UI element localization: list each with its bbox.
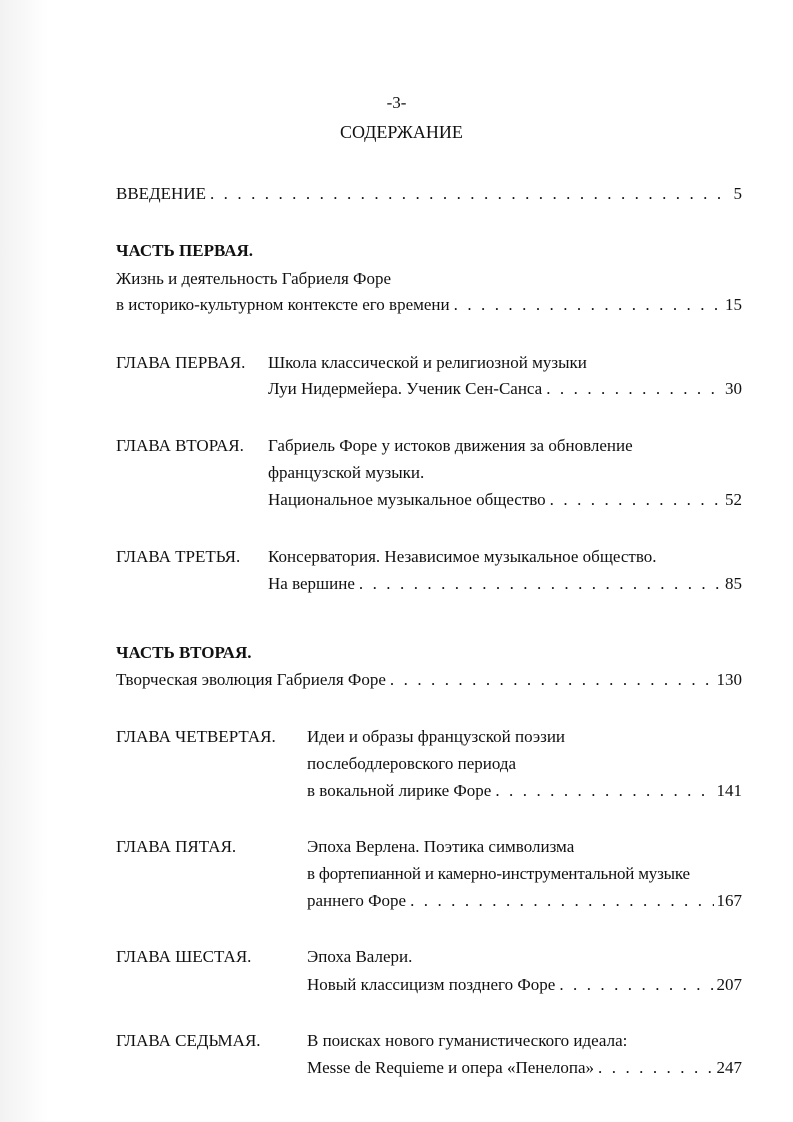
toc-entry-ch7[interactable] (307, 1057, 742, 1079)
ch5-line1: Эпоха Верлена. Поэтика символизма (307, 837, 575, 856)
ch5-line2: в фортепианной и камерно-инструментальной музыке (307, 864, 690, 883)
page-title: СОДЕРЖАНИЕ (340, 122, 463, 142)
scan-edge-shadow (0, 0, 48, 1122)
ch4-line1: Идеи и образы французской поэзии (307, 727, 566, 746)
dot-leader (559, 974, 713, 996)
toc-entry-ch5[interactable] (307, 890, 742, 912)
page-number: -3- (386, 93, 407, 112)
ch2-line2: французской музыки. (268, 463, 425, 482)
ch4-line3: в вокальной лирике Форе (307, 781, 492, 800)
intro-label: ВВЕДЕНИЕ (116, 184, 206, 203)
ch6-line1: Эпоха Валери. (307, 947, 413, 966)
ch2-page: 52 (725, 490, 742, 509)
ch2-label: ГЛАВА ВТОРАЯ. (116, 436, 244, 455)
part1-page: 15 (725, 295, 742, 314)
ch5-page: 167 (716, 891, 742, 910)
ch5-label: ГЛАВА ПЯТАЯ. (116, 837, 237, 856)
part1-heading: ЧАСТЬ ПЕРВАЯ. (116, 241, 254, 260)
ch1-label: ГЛАВА ПЕРВАЯ. (116, 353, 246, 372)
toc-entry-ch4[interactable] (307, 780, 742, 802)
ch7-line2: Messe de Requieme и опера «Пенелопа» (307, 1058, 595, 1077)
dot-leader (210, 183, 731, 205)
toc-entry-ch1[interactable] (268, 378, 742, 400)
ch1-page: 30 (725, 379, 742, 398)
toc-entry-ch3[interactable] (268, 573, 742, 595)
part2-heading: ЧАСТЬ ВТОРАЯ. (116, 643, 252, 662)
dot-leader (598, 1057, 713, 1079)
toc-entry-intro[interactable] (116, 183, 742, 205)
part2-line1: Творческая эволюция Габриеля Форе (116, 670, 386, 689)
ch3-page: 85 (725, 574, 742, 593)
ch4-page: 141 (716, 781, 742, 800)
ch4-line2: послебодлеровского периода (307, 754, 517, 773)
ch1-line2: Луи Нидермейера. Ученик Сен-Санса (268, 379, 543, 398)
ch7-page: 247 (716, 1058, 742, 1077)
toc-entry-part1[interactable] (116, 294, 742, 316)
part1-line2: в историко-культурном контексте его времени (116, 295, 450, 314)
dot-leader (495, 780, 713, 802)
ch7-line1: В поисках нового гуманистического идеала: (307, 1031, 628, 1050)
ch6-line2: Новый классицизм позднего Форе (307, 975, 556, 994)
ch3-line2: На вершине (268, 574, 355, 593)
ch2-line3: Национальное музыкальное общество (268, 490, 546, 509)
ch1-line1: Школа классической и религиозной музыки (268, 353, 587, 372)
part2-page: 130 (716, 670, 742, 689)
toc-entry-ch6[interactable] (307, 974, 742, 996)
toc-entry-ch2[interactable] (268, 489, 742, 511)
ch4-label: ГЛАВА ЧЕТВЕРТАЯ. (116, 727, 276, 746)
toc-entry-part2[interactable] (116, 669, 742, 691)
intro-page: 5 (733, 184, 742, 203)
ch3-line1: Консерватория. Независимое музыкальное общество. (268, 547, 657, 566)
dot-leader (359, 573, 722, 595)
dot-leader (410, 890, 713, 912)
ch2-line1: Габриель Форе у истоков движения за обновление (268, 436, 633, 455)
part1-line1: Жизнь и деятельность Габриеля Форе (116, 269, 391, 288)
ch6-page: 207 (716, 975, 742, 994)
ch5-line3: раннего Форе (307, 891, 407, 910)
dot-leader (390, 669, 714, 691)
ch7-label: ГЛАВА СЕДЬМАЯ. (116, 1031, 261, 1050)
ch3-label: ГЛАВА ТРЕТЬЯ. (116, 547, 241, 566)
dot-leader (454, 294, 722, 316)
dot-leader (550, 489, 722, 511)
ch6-label: ГЛАВА ШЕСТАЯ. (116, 947, 252, 966)
dot-leader (546, 378, 722, 400)
